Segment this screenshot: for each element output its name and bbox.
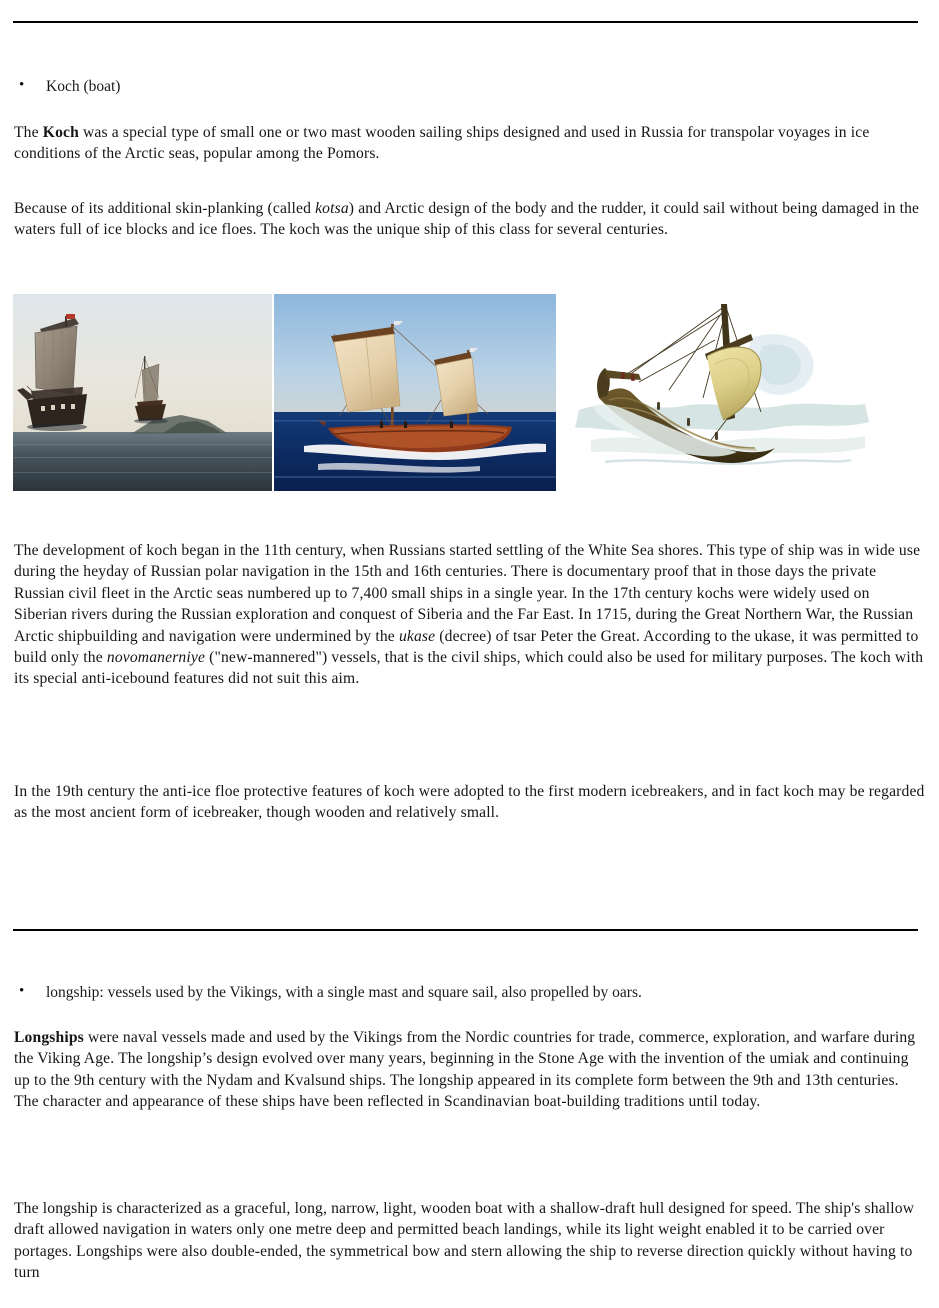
horizontal-rule-top bbox=[13, 21, 918, 23]
paragraph-koch-history bbox=[14, 540, 925, 690]
text-run: In the 19th century the anti-ice floe protective features of koch were adopted to the first modern icebreakers, and in fact koch may be regarded as the most ancient form of icebreaker, though wooden and relatively small. bbox=[14, 783, 925, 822]
text-run-italic-kotsa: kotsa bbox=[315, 200, 349, 217]
list-item-label: longship: vessels used by the Vikings, with a single mast and square sail, also propelled by oars. bbox=[46, 984, 642, 1001]
text-run: The bbox=[14, 124, 43, 141]
list-item-koch-boat[interactable] bbox=[14, 76, 925, 97]
paragraph-longship-characteristics bbox=[14, 1198, 925, 1284]
text-run: ) and Arctic design of the body and the rudder, it could sail without being damaged in the waters full of ice blocks and ice floes. The koch was the unique ship of this class for several centuries. bbox=[14, 200, 920, 239]
fig-koch-replicas-at-sea bbox=[13, 294, 272, 491]
text-run-bold: Koch bbox=[42, 124, 79, 141]
text-run: was a special type of small one or two mast wooden sailing ships designed and used in Russia for transpolar voyages in ice conditions of the Arctic seas, popular among the Pomors. bbox=[14, 124, 870, 163]
text-run: ("new-mannered") vessels, that is the civil ships, which could also be used for military purposes. The koch with its special anti-icebound features did not suit this aim. bbox=[14, 649, 924, 688]
text-run: The development of koch began in the 11th century, when Russians started settling of the White Sea shores. This type of ship was in wide use during the heyday of Russian polar navigation in the 15th and 16th centuries. There is documentary proof that in those days the private Russian civil fleet in the Arctic seas numbered up to 7,400 small ships in a single year. In the 17th century kochs were widely used on Siberian rivers during the Russian exploration and conquest of Siberia and the Far East. In 1715, during the Great Northern War, the Russian Arctic shipbuilding and navigation were undermined by the bbox=[14, 542, 921, 645]
bullet-list-koch bbox=[14, 76, 925, 97]
fig-koch-under-sail bbox=[274, 294, 556, 491]
paragraph-koch-icebreaker bbox=[14, 781, 925, 824]
text-run-bold: Longships bbox=[14, 1029, 84, 1046]
paragraph-koch-intro bbox=[14, 122, 925, 165]
fig-koch-painting bbox=[565, 294, 903, 491]
text-run: Because of its additional skin-planking (called bbox=[14, 200, 316, 217]
text-run-italic-novomanerniye: novomanerniye bbox=[106, 649, 206, 667]
text-run: The longship is characterized as a graceful, long, narrow, light, wooden boat with a shallow-draft hull designed for speed. The ship's shallow draft allowed navigation in waters only one metre deep and permitted beach landings, while its light weight enabled it to be carried over portages. Longships were also double-ended, the symmetrical bow and stern allowing the ship to reverse direction quickly without having to turn bbox=[14, 1200, 915, 1282]
list-item-longship[interactable] bbox=[14, 982, 925, 1003]
text-run: were naval vessels made and used by the Vikings from the Nordic countries for trade, commerce, exploration, and warfare during the Viking Age. The longship’s design evolved over many years, beginning in the Stone Age with the invention of the umiak and continuing up to the 9th century with the Nydam and Kvalsund ships. The longship appeared in its complete form between the 9th and 13th centuries. The character and appearance of these ships have been reflected in Scandinavian boat-building traditions until today. bbox=[14, 1029, 916, 1111]
text-run: (decree) of tsar Peter the Great. According to the ukase, it was permitted to build only the bbox=[14, 627, 919, 667]
list-item-label: Koch (boat) bbox=[46, 78, 121, 95]
bullet-list-longship bbox=[14, 982, 925, 1003]
horizontal-rule-middle bbox=[13, 929, 918, 931]
paragraph-koch-construction bbox=[14, 198, 925, 241]
text-run-italic-ukase: ukase bbox=[398, 627, 436, 645]
figure-strip-koch bbox=[13, 294, 903, 491]
paragraph-longship-intro bbox=[14, 1027, 925, 1113]
